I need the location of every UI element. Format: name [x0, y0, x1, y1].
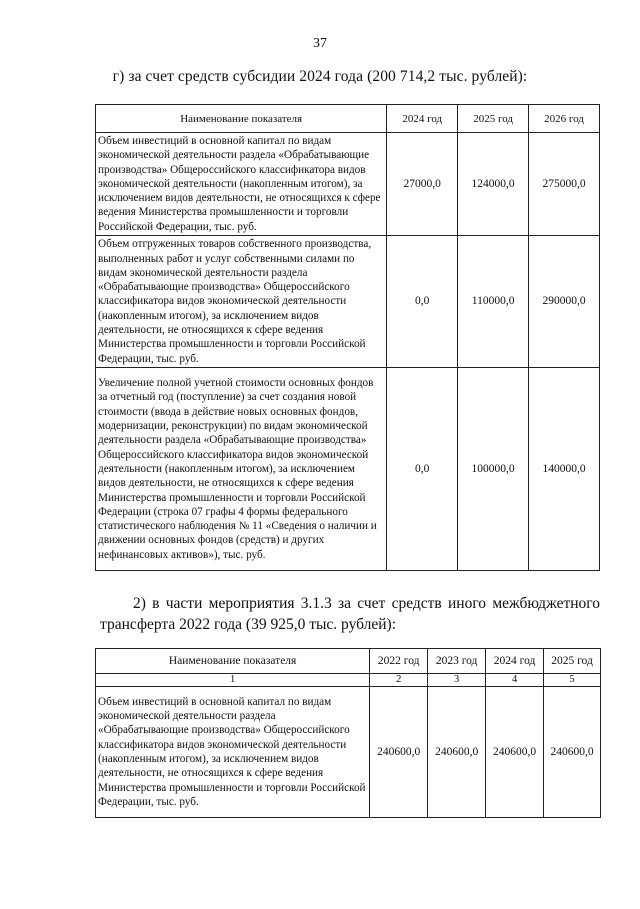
- column-index: 1: [96, 674, 370, 687]
- indicator-value: 110000,0: [458, 236, 529, 368]
- column-index: 3: [428, 674, 486, 687]
- indicator-value: 0,0: [387, 236, 458, 368]
- table-header-row: [96, 649, 601, 674]
- indicator-value: 100000,0: [458, 368, 529, 571]
- column-header-year: 2025 год: [458, 105, 529, 133]
- table-row: [96, 687, 601, 818]
- column-header-year: 2023 год: [428, 649, 486, 674]
- column-index: 2: [370, 674, 428, 687]
- table-row: [96, 236, 600, 368]
- column-header-year: 2024 год: [387, 105, 458, 133]
- indicator-value: 240600,0: [370, 687, 428, 818]
- indicator-value: 124000,0: [458, 133, 529, 236]
- indicator-name: Объем отгруженных товаров собственного производства, выполненных работ и услуг собственными силами по видам экономической деятельности раздела «Обрабатывающие производства» Общероссийского классификатора видов экономической деятельности (накопленным итогом), за исключением видов деятельности, не относящихся к сфере ведения Министерства промышленности и торговли Российской Федерации, тыс. руб.: [96, 236, 387, 368]
- column-index-row: [96, 674, 601, 687]
- section-heading-subsidy-2024: г) за счет средств субсидии 2024 года (200 714,2 тыс. рублей):: [112, 68, 528, 85]
- indicator-value: 0,0: [387, 368, 458, 571]
- indicator-value: 240600,0: [486, 687, 544, 818]
- indicator-value: 290000,0: [529, 236, 600, 368]
- page-number: 37: [313, 36, 327, 51]
- indicator-name: Увеличение полной учетной стоимости основных фондов за отчетный год (поступление) за счет создания новой стоимости (ввода в действие новых основных фондов, модернизации, реконструкции) по видам экономической деятельности раздела «Обрабатывающие производства» Общероссийского классификатора видов экономической деятельности (накопленным итогом), за исключением видов деятельности, не относящихся к сфере ведения Министерства промышленности и торговли Российской Федерации (строка 07 графы 4 формы федерального статистического наблюдения № 11 «Сведения о наличии и движении основных фондов (средств) и других нефинансовых активов»), тыс. руб.: [96, 368, 387, 571]
- column-header-indicator-name: Наименование показателя: [96, 105, 387, 133]
- table-row: [96, 133, 600, 236]
- indicator-value: 240600,0: [544, 687, 601, 818]
- indicator-value: 275000,0: [529, 133, 600, 236]
- indicator-name: Объем инвестиций в основной капитал по видам экономической деятельности раздела «Обрабатывающие производства» Общероссийского классификатора видов экономической деятельности (накопленным итогом), за исключением видов деятельности, не относящихся к сфере ведения Министерства промышленности и торговли Российской Федерации, тыс. руб.: [96, 133, 387, 236]
- column-header-year: 2024 год: [486, 649, 544, 674]
- indicator-value: 140000,0: [529, 368, 600, 571]
- table-row: [96, 368, 600, 571]
- indicators-table-2022: [95, 648, 601, 818]
- column-index: 5: [544, 674, 601, 687]
- column-index: 4: [486, 674, 544, 687]
- column-header-year: 2025 год: [544, 649, 601, 674]
- table-header-row: [96, 105, 600, 133]
- column-header-indicator-name: Наименование показателя: [96, 649, 370, 674]
- column-header-year: 2022 год: [370, 649, 428, 674]
- section-heading-transfer-2022: 2) в части мероприятия 3.1.3 за счет средств иного межбюджетного трансферта 2022 года (39 925,0 тыс. рублей):: [100, 595, 600, 633]
- indicator-value: 240600,0: [428, 687, 486, 818]
- column-header-year: 2026 год: [529, 105, 600, 133]
- indicators-table-2024: [95, 104, 600, 571]
- indicator-value: 27000,0: [387, 133, 458, 236]
- indicator-name: Объем инвестиций в основной капитал по видам экономической деятельности раздела «Обрабатывающие производства» Общероссийского классификатора видов экономической деятельности (накопленным итогом), за исключением видов деятельности, не относящихся к сфере ведения Министерства промышленности и торговли Российской Федерации, тыс. руб.: [96, 687, 370, 818]
